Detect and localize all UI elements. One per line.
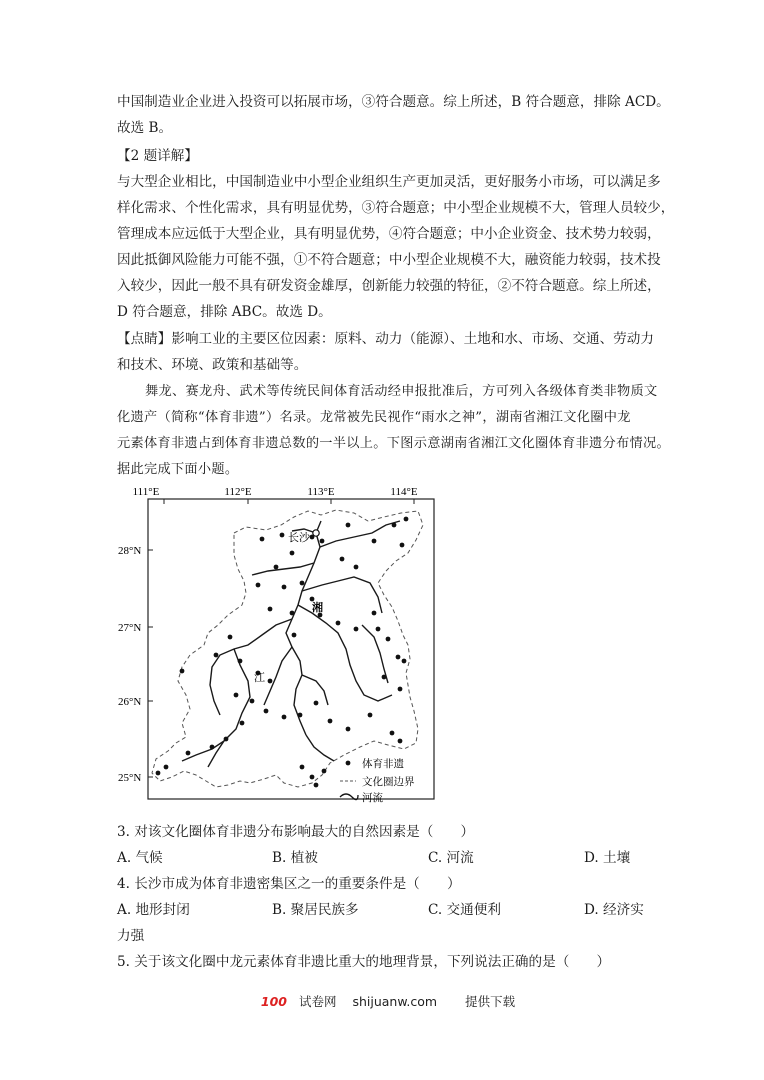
heritage-dot: [382, 675, 387, 680]
intro-line: 元素体育非遗占到体育非遗总数的一半以上。下图示意湖南省湘江文化圈体育非遗分布情况。: [117, 436, 670, 451]
tributary: [298, 605, 392, 701]
tip-text-line: 【点睛】影响工业的主要区位因素：原料、动力（能源）、土地和水、市场、交通、劳动力: [117, 331, 654, 347]
heritage-dot: [290, 611, 295, 616]
answer-text-line: 样化需求、个性化需求，具有明显优势，③符合题意；中小型企业规模不大，管理人员较少，: [117, 200, 675, 216]
lon-label: 113°E: [307, 486, 335, 498]
answer-text-line: 管理成本应远低于大型企业，具有明显优势，④符合题意；中小企业资金、技术势力较弱，: [117, 226, 661, 242]
lat-label: 25°N: [118, 772, 142, 784]
heritage-dot: [300, 765, 305, 770]
tributary: [302, 675, 328, 705]
changsha-marker: [313, 530, 319, 536]
heritage-dot: [328, 719, 333, 724]
heritage-dot: [280, 533, 285, 538]
site-name: 试卷网: [298, 994, 337, 1009]
heritage-dot: [320, 539, 325, 544]
intro-line: 据此完成下面小题。: [117, 462, 239, 477]
legend-dot-symbol: [346, 761, 351, 766]
river-label: 湘: [312, 601, 323, 614]
heritage-dot: [402, 659, 407, 664]
lon-label: 114°E: [390, 486, 418, 498]
site-domain[interactable]: shijuanw.com: [352, 994, 438, 1009]
q3-option-c[interactable]: C. 河流: [428, 850, 474, 866]
heritage-dot: [256, 583, 261, 588]
heritage-dot: [372, 611, 377, 616]
heritage-dot: [314, 783, 319, 788]
heritage-dot: [292, 633, 297, 638]
tributary: [362, 625, 388, 683]
heritage-dot: [376, 627, 381, 632]
q3-option-a[interactable]: A. 气候: [117, 850, 163, 866]
heritage-dot: [336, 621, 341, 626]
heritage-dot: [156, 771, 161, 776]
map-legend: [340, 757, 415, 804]
page-footer: [0, 992, 764, 1010]
river-network: [182, 521, 400, 767]
city-label: 长沙: [288, 531, 310, 544]
heritage-dot: [346, 727, 351, 732]
tributary: [264, 647, 292, 705]
xiangjiang-heritage-map: [116, 485, 446, 805]
heritage-dot: [372, 539, 377, 544]
question-4: 4. 长沙市成为体育非遗密集区之一的重要条件是（ ）: [117, 876, 461, 892]
heritage-dot: [264, 709, 269, 714]
lat-label: 26°N: [118, 696, 142, 708]
heritage-dot: [368, 713, 373, 718]
tributary: [306, 735, 334, 761]
river-label: 江: [254, 671, 265, 684]
heritage-dot: [354, 627, 359, 632]
lon-label: 111°E: [132, 486, 160, 498]
tributary: [208, 649, 250, 767]
heritage-dot: [282, 585, 287, 590]
heritage-dot: [300, 581, 305, 586]
intro-line: 舞龙、赛龙舟、武术等传统民间体育活动经申报批准后，方可列入各级体育类非物质文: [145, 384, 658, 399]
heritage-dot: [268, 607, 273, 612]
q4-option-c[interactable]: C. 交通便利: [428, 902, 501, 918]
heritage-dot: [298, 713, 303, 718]
lon-label: 112°E: [224, 486, 252, 498]
heritage-dot: [314, 701, 319, 706]
heritage-dot: [224, 737, 229, 742]
heritage-dot: [310, 775, 315, 780]
q3-option-d[interactable]: D. 土壤: [584, 850, 631, 866]
lat-label: 28°N: [118, 545, 142, 557]
heritage-dot: [386, 637, 391, 642]
heritage-dot: [260, 537, 265, 542]
heritage-dot: [398, 739, 403, 744]
heritage-dot: [400, 543, 405, 548]
heritage-dot: [392, 523, 397, 528]
intro-line: 化遗产（简称“体育非遗”）名录。龙常被先民视作“雨水之神”，湖南省湘江文化圈中龙: [117, 410, 631, 425]
heritage-dot: [354, 565, 359, 570]
heritage-dot: [164, 765, 169, 770]
section-heading: 【2 题详解】: [117, 148, 198, 164]
question-3: 3. 对该文化圈体育非遗分布影响最大的自然因素是（ ）: [117, 824, 475, 840]
q4-option-d[interactable]: D. 经济实: [584, 902, 644, 918]
heritage-dot: [398, 687, 403, 692]
heritage-dot: [210, 745, 215, 750]
heritage-dot: [214, 653, 219, 658]
answer-text-line: 中国制造业企业进入投资可以拓展市场，③符合题意。综上所述，B 符合题意，排除 ACD。: [117, 94, 670, 110]
heritage-dot: [396, 655, 401, 660]
tributary: [252, 563, 314, 575]
heritage-dot: [180, 669, 185, 674]
answer-text-line: 因此抵御风险能力可能不强，①不符合题意；中小型企业规模不大，融资能力较弱，技术投: [117, 252, 661, 268]
q4-option-d-wrap: 力强: [117, 928, 145, 944]
heritage-dot: [268, 679, 273, 684]
legend-river: 河流: [362, 792, 383, 804]
heritage-dot: [322, 769, 327, 774]
footer-note: 提供下载: [465, 994, 516, 1009]
heritage-dot: [234, 693, 239, 698]
answer-text-line: D 符合题意，排除 ABC。故选 D。: [117, 304, 332, 320]
heritage-dot: [274, 565, 279, 570]
heritage-dot: [238, 659, 243, 664]
legend-boundary: 文化圈边界: [362, 776, 415, 788]
heritage-dot: [390, 731, 395, 736]
answer-text-line: 与大型企业相比，中国制造业中小型企业组织生产更加灵活，更好服务小市场，可以满足多: [117, 174, 661, 190]
answer-text-line: 入较少，因此一般不具有研发资金雄厚，创新能力较强的特征，②不符合题意。综上所述，: [117, 278, 661, 294]
heritage-dot: [404, 517, 409, 522]
q3-option-b[interactable]: B. 植被: [272, 850, 318, 866]
legend-heritage: 体育非遗: [362, 758, 404, 770]
lat-label: 27°N: [118, 622, 142, 634]
heritage-dot: [240, 721, 245, 726]
culture-circle-boundary: [152, 510, 423, 787]
tributary: [320, 521, 400, 547]
heritage-dot: [346, 523, 351, 528]
heritage-dot: [340, 557, 345, 562]
question-5: 5. 关于该文化圈中龙元素体育非遗比重大的地理背景，下列说法正确的是（ ）: [117, 954, 611, 970]
tip-text-line: 和技术、环境、政策和基础等。: [117, 357, 308, 373]
heritage-dot: [186, 751, 191, 756]
heritage-dot: [290, 551, 295, 556]
answer-text-line: 故选 B。: [117, 120, 173, 136]
q4-option-a[interactable]: A. 地形封闭: [117, 902, 190, 918]
heritage-dot: [250, 699, 255, 704]
heritage-dot: [228, 635, 233, 640]
heritage-dot: [282, 715, 287, 720]
q4-option-b[interactable]: B. 聚居民族多: [272, 902, 359, 918]
site-logo: 100: [260, 994, 287, 1009]
